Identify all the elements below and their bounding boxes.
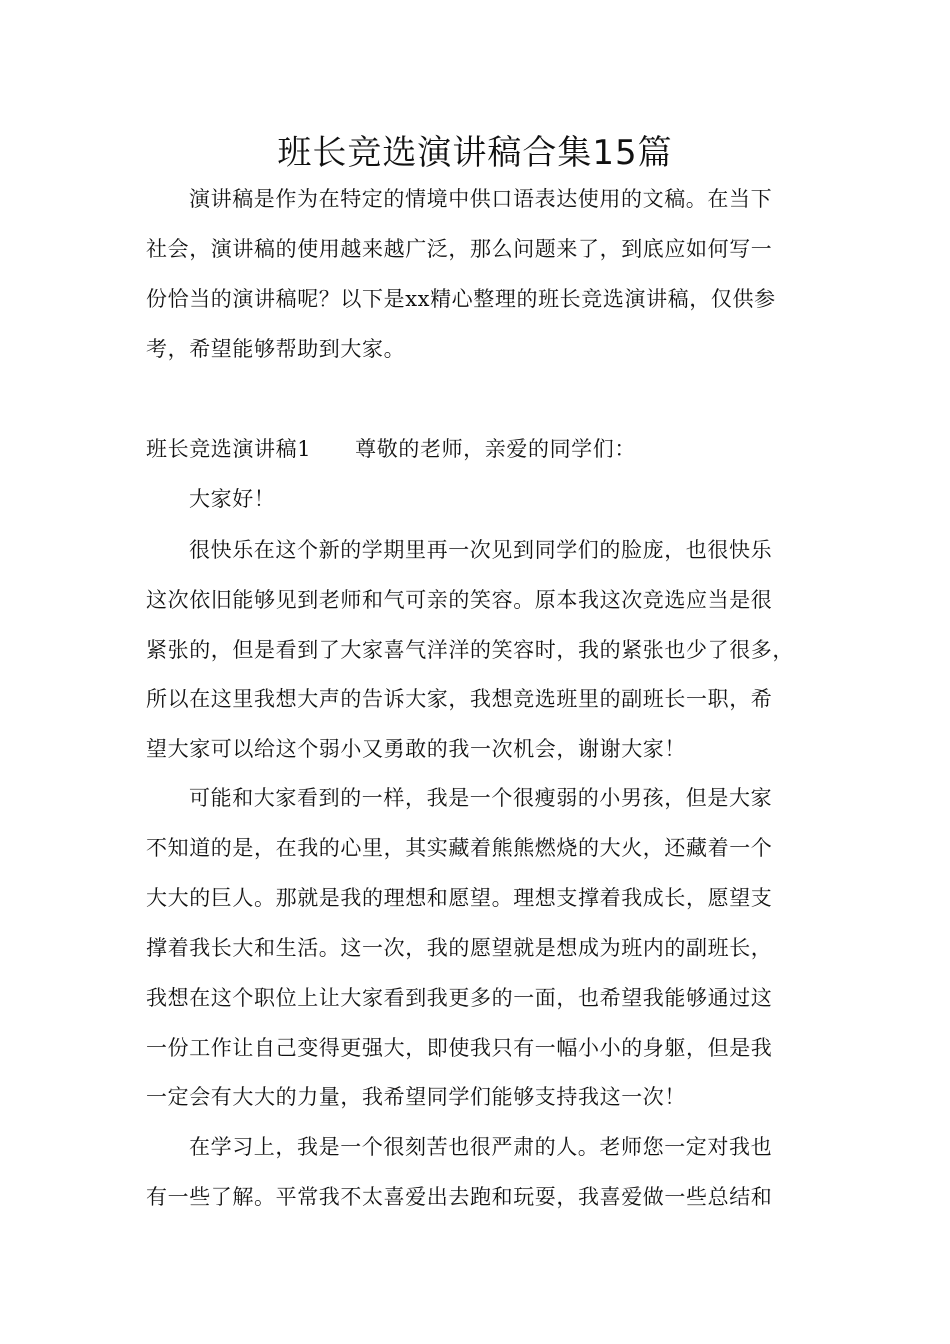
document-title: 班长竞选演讲稿合集15篇 [277, 133, 673, 173]
body-line: 我想在这个职位上让大家看到我更多的一面，也希望我能够通过这 [146, 986, 773, 1010]
body-line: 很快乐在这个新的学期里再一次见到同学们的脸庞，也很快乐 [189, 538, 773, 562]
body-line: 这次依旧能够见到老师和气可亲的笑容。原本我这次竞选应当是很 [146, 588, 773, 612]
body-line: 大家好！ [189, 487, 276, 511]
section-heading-line [146, 434, 636, 464]
body-line: 紧张的，但是看到了大家喜气洋洋的笑容时，我的紧张也少了很多， [146, 638, 794, 662]
intro-line: 演讲稿是作为在特定的情境中供口语表达使用的文稿。在当下 [189, 187, 773, 211]
body-line: 撑着我长大和生活。这一次，我的愿望就是想成为班内的副班长， [146, 936, 773, 960]
body-line: 可能和大家看到的一样，我是一个很瘦弱的小男孩，但是大家 [189, 786, 773, 810]
body-line: 大大的巨人。那就是我的理想和愿望。理想支撑着我成长，愿望支 [146, 886, 773, 910]
body-line: 望大家可以给这个弱小又勇敢的我一次机会，谢谢大家！ [146, 737, 686, 761]
body-line: 一定会有大大的力量，我希望同学们能够支持我这一次！ [146, 1085, 686, 1109]
section-heading: 班长竞选演讲稿1 [146, 437, 312, 461]
body-line: 在学习上，我是一个很刻苦也很严肃的人。老师您一定对我也 [189, 1135, 773, 1159]
body-line: 所以在这里我想大声的告诉大家，我想竞选班里的副班长一职，希 [146, 687, 773, 711]
intro-line: 考，希望能够帮助到大家。 [146, 337, 406, 361]
body-line: 一份工作让自己变得更强大，即使我只有一幅小小的身躯，但是我 [146, 1036, 773, 1060]
intro-line: 社会，演讲稿的使用越来越广泛，那么问题来了，到底应如何写一 [146, 237, 773, 261]
body-line: 不知道的是，在我的心里，其实藏着熊熊燃烧的大火，还藏着一个 [146, 836, 773, 860]
body-line: 有一些了解。平常我不太喜爱出去跑和玩耍，我喜爱做一些总结和 [146, 1185, 773, 1209]
salutation: 尊敬的老师，亲爱的同学们： [355, 437, 636, 461]
intro-line: 份恰当的演讲稿呢？以下是xx精心整理的班长竞选演讲稿，仅供参 [146, 287, 776, 311]
